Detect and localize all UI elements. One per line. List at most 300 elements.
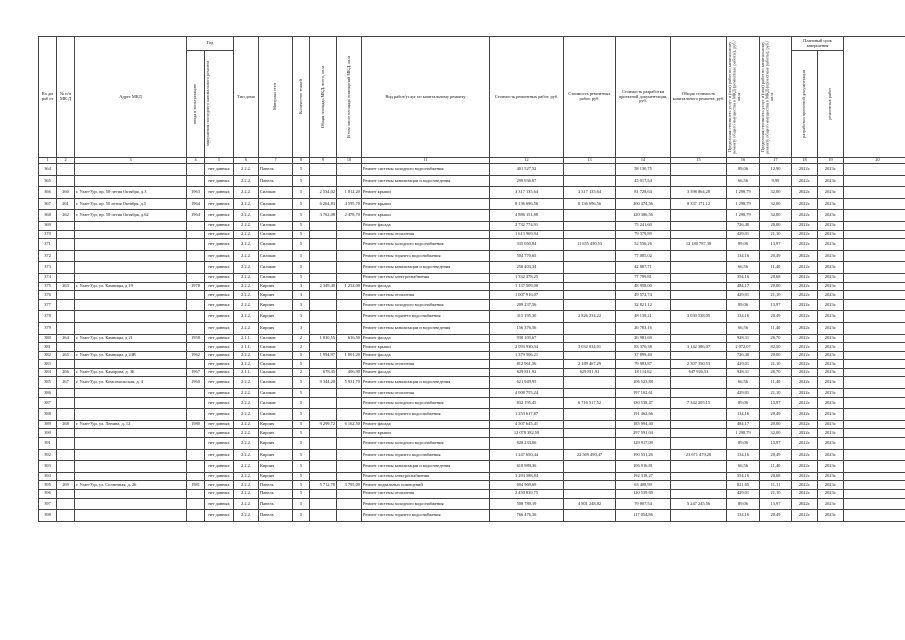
table-row <box>39 472 905 481</box>
premises-area-cell <box>337 438 362 450</box>
work-kind-cell: Ремонт подвальных помещений <box>362 481 490 490</box>
total-cost-cell <box>671 420 727 429</box>
house-type-cell: 2.2.2. <box>234 282 259 291</box>
row-number: 386 <box>39 389 57 398</box>
deadline-project-cell: 2022г. <box>792 481 818 490</box>
row-number: 380 <box>39 334 57 343</box>
deadline-project-cell: 2022г. <box>792 239 818 251</box>
deadline-project-cell: 2022г. <box>792 187 818 199</box>
limit-repair-cell: 66,56 <box>727 175 760 187</box>
repair-cost-total-cell <box>564 210 616 222</box>
commission-year-cell: 1978 <box>187 282 205 291</box>
row-number: 394 <box>39 472 57 481</box>
row-number: 364 <box>39 164 57 176</box>
repair-cost-cell: 4 008 755,24 <box>490 389 564 398</box>
house-type-cell: 2.2.2. <box>234 490 259 499</box>
header-total-area: Общая площадь МКД, всего, кв.м <box>310 37 337 158</box>
deadline-project-cell: 2022г. <box>792 175 818 187</box>
limit-repair-cell: 821,65 <box>727 481 760 490</box>
header-blank <box>844 37 905 158</box>
work-kind-cell: Ремонт фасада <box>362 368 490 377</box>
total-cost-cell: 7 342 205,15 <box>671 397 727 409</box>
premises-area-cell <box>337 291 362 300</box>
premises-area-cell <box>337 322 362 334</box>
last-repair-cell: нет данных <box>205 397 234 409</box>
total-area-cell: 9 299,72 <box>310 420 337 429</box>
commission-year-cell: 1964 <box>187 198 205 210</box>
deadline-repair-cell: 2023г. <box>818 498 844 510</box>
premises-area-cell <box>337 250 362 262</box>
repair-cost-cell: 694 969,69 <box>490 481 564 490</box>
address-cell <box>75 490 187 499</box>
commission-year-cell: 1958 <box>187 334 205 343</box>
repair-cost-cell: 156 376,56 <box>490 322 564 334</box>
deadline-repair-cell: 2023г. <box>818 198 844 210</box>
address-cell <box>75 343 187 352</box>
limit-project-cell: 13,97 <box>760 299 792 311</box>
project-cost-cell: 32 821,12 <box>616 299 671 311</box>
repair-cost-total-cell <box>564 472 616 481</box>
total-area-cell <box>310 311 337 323</box>
total-area-cell <box>310 449 337 461</box>
commission-year-cell <box>187 490 205 499</box>
last-repair-cell: нет данных <box>205 490 234 499</box>
project-cost-cell: 48 139,21 <box>616 311 671 323</box>
floors-cell: 2 <box>293 334 310 343</box>
limit-repair-cell: 134,16 <box>727 311 760 323</box>
table-row <box>39 164 905 176</box>
project-cost-cell: 120 539,69 <box>616 490 671 499</box>
mkd-number <box>57 397 75 409</box>
work-kind-cell: Ремонт фасада <box>362 420 490 429</box>
total-cost-cell <box>671 389 727 398</box>
premises-area-cell: 3 795,00 <box>337 481 362 490</box>
repair-cost-total-cell <box>564 490 616 499</box>
floors-cell: 5 <box>293 449 310 461</box>
house-type-cell: 2.1.1. <box>234 343 259 352</box>
header-wall-material: Материал стен <box>259 37 293 158</box>
total-area-cell: 2 534,02 <box>310 187 337 199</box>
last-repair-cell: нет данных <box>205 273 234 282</box>
column-number: 15 <box>671 158 727 164</box>
limit-project-cell: 13,97 <box>760 438 792 450</box>
last-repair-cell: нет данных <box>205 164 234 176</box>
mkd-number <box>57 472 75 481</box>
address-cell: г. Улан-Удэ, ул. Камарова, д. 3Б <box>75 368 187 377</box>
header-work-type: Во ды раб от <box>39 37 57 158</box>
work-kind-cell: Ремонт системы холодного водоснабжения <box>362 299 490 311</box>
total-area-cell <box>310 164 337 176</box>
deadline-project-cell: 2022г. <box>792 472 818 481</box>
limit-project-cell: 82,50 <box>760 343 792 352</box>
table-row <box>39 449 905 461</box>
mkd-number <box>57 291 75 300</box>
total-cost-cell: 23 671 479,28 <box>671 449 727 461</box>
work-kind-cell: Ремонт фасада <box>362 351 490 360</box>
floors-cell: 5 <box>293 198 310 210</box>
repair-cost-cell: 2 450 839,75 <box>490 490 564 499</box>
table-row <box>39 291 905 300</box>
repair-cost-total-cell <box>564 351 616 360</box>
project-cost-cell: 83 370,38 <box>616 343 671 352</box>
repair-cost-cell: 3 293 588,84 <box>490 472 564 481</box>
table-row <box>39 461 905 473</box>
address-cell: г. Улан-Удэ, ул. Ленина, д. 12 <box>75 420 187 429</box>
address-cell: г. Улан-Удэ, ул. Комсомольская, д. 4 <box>75 377 187 389</box>
deadline-repair-cell: 2023г. <box>818 210 844 222</box>
row-number: 373 <box>39 262 57 274</box>
wall-material-cell: Кирпич <box>259 461 293 473</box>
total-area-cell <box>310 490 337 499</box>
wall-material-cell: Кирпич <box>259 472 293 481</box>
deadline-repair-cell: 2023г. <box>818 438 844 450</box>
project-cost-cell: 77 799,81 <box>616 273 671 282</box>
commission-year-cell <box>187 230 205 239</box>
header-last-repair-year: завершения последнего капитального ремонта <box>205 51 234 158</box>
wall-material-cell: Кирпич <box>259 449 293 461</box>
deadline-project-cell: 2022г. <box>792 490 818 499</box>
wall-material-cell: Панель <box>259 164 293 176</box>
header-year-group: Год <box>187 37 234 51</box>
mkd-number <box>57 175 75 187</box>
limit-repair-cell: 928,31 <box>727 334 760 343</box>
last-repair-cell: нет данных <box>205 175 234 187</box>
column-number: 6 <box>234 158 259 164</box>
limit-project-cell: 32,00 <box>760 187 792 199</box>
total-area-cell: 9 344,20 <box>310 377 337 389</box>
row-number: 397 <box>39 498 57 510</box>
header-work-kind: Вид работ/услуг по капитальному ремонту <box>362 37 490 158</box>
deadline-project-cell: 2022г. <box>792 397 818 409</box>
house-type-cell: 2.2.2. <box>234 198 259 210</box>
deadline-project-cell: 2022г. <box>792 273 818 282</box>
work-kind-cell: Ремонт системы канализации и водоотведения <box>362 322 490 334</box>
row-number: 370 <box>39 230 57 239</box>
blank-cell <box>844 198 905 210</box>
column-number: 10 <box>337 158 362 164</box>
wall-material-cell: Кирпич <box>259 429 293 438</box>
deadline-repair-cell: 2023г. <box>818 282 844 291</box>
limit-repair-cell: 354,16 <box>727 472 760 481</box>
deadline-project-cell: 2022г. <box>792 164 818 176</box>
table-row <box>39 377 905 389</box>
last-repair-cell: нет данных <box>205 291 234 300</box>
total-cost-cell <box>671 164 727 176</box>
limit-repair-cell: 928,31 <box>727 368 760 377</box>
house-type-cell: 2.2.2. <box>234 360 259 369</box>
repair-cost-cell: 629 811,92 <box>490 368 564 377</box>
total-cost-cell: 3 142 386,07 <box>671 343 727 352</box>
table-row <box>39 273 905 282</box>
blank-cell <box>844 490 905 499</box>
house-type-cell: 2.2.2. <box>234 273 259 282</box>
row-number: 385 <box>39 377 57 389</box>
blank-cell <box>844 210 905 222</box>
last-repair-cell: нет данных <box>205 198 234 210</box>
limit-repair-cell: 89,06 <box>727 164 760 176</box>
total-area-cell <box>310 397 337 409</box>
limit-repair-cell: 354,16 <box>727 273 760 282</box>
blank-cell <box>844 429 905 438</box>
premises-area-cell <box>337 397 362 409</box>
row-number: 395 <box>39 481 57 490</box>
total-area-cell: 5 712,78 <box>310 481 337 490</box>
last-repair-cell: нет данных <box>205 221 234 230</box>
limit-repair-cell: 484,17 <box>727 282 760 291</box>
limit-project-cell: 20,49 <box>760 449 792 461</box>
header-address: Адрес МКД <box>75 37 187 158</box>
table-row <box>39 409 905 421</box>
project-cost-cell: 49 572,74 <box>616 291 671 300</box>
last-repair-cell: нет данных <box>205 409 234 421</box>
header-deadline-repair: ремонтных работ <box>818 51 844 158</box>
total-area-cell <box>310 322 337 334</box>
repair-cost-total-cell <box>564 322 616 334</box>
premises-area-cell <box>337 175 362 187</box>
premises-area-cell <box>337 239 362 251</box>
floors-cell: 5 <box>293 230 310 239</box>
project-cost-cell: 81 728,64 <box>616 187 671 199</box>
table-row <box>39 389 905 398</box>
wall-material-cell: Силикат. <box>259 239 293 251</box>
project-cost-cell: 79 983,87 <box>616 360 671 369</box>
commission-year-cell <box>187 429 205 438</box>
table-row <box>39 490 905 499</box>
wall-material-cell: Силикат. <box>259 210 293 222</box>
project-cost-cell: 45 017,54 <box>616 175 671 187</box>
last-repair-cell: нет данных <box>205 187 234 199</box>
table-row <box>39 262 905 274</box>
row-number: 371 <box>39 239 57 251</box>
house-type-cell: 2.2.2. <box>234 230 259 239</box>
column-number: 4 <box>187 158 205 164</box>
limit-repair-cell: 66,56 <box>727 322 760 334</box>
total-cost-cell <box>671 510 727 522</box>
limit-project-cell: 13,97 <box>760 239 792 251</box>
commission-year-cell <box>187 164 205 176</box>
last-repair-cell: нет данных <box>205 311 234 323</box>
limit-repair-cell: 134,16 <box>727 409 760 421</box>
floors-cell: 5 <box>293 175 310 187</box>
repair-cost-total-cell <box>564 299 616 311</box>
column-number: 2 <box>57 158 75 164</box>
work-kind-cell: Ремонт системы холодного водоснабжения <box>362 164 490 176</box>
address-cell: г. Улан-Удэ, ул. Камницы, д 19 <box>75 282 187 291</box>
wall-material-cell: Силикат. <box>259 262 293 274</box>
deadline-repair-cell: 2023г. <box>818 311 844 323</box>
header-premises-area: В том числе площадь помещений МКД, кв.м <box>337 37 362 158</box>
deadline-repair-cell: 2023г. <box>818 420 844 429</box>
repair-cost-cell: 3 317 135,64 <box>490 187 564 199</box>
premises-area-cell <box>337 389 362 398</box>
deadline-repair-cell: 2023г. <box>818 334 844 343</box>
blank-cell <box>844 187 905 199</box>
work-kind-cell: Ремонт системы холодного водоснабжения <box>362 397 490 409</box>
limit-project-cell: 20,00 <box>760 351 792 360</box>
last-repair-cell: нет данных <box>205 262 234 274</box>
repair-cost-total-cell <box>564 461 616 473</box>
limit-repair-cell: 89,06 <box>727 438 760 450</box>
blank-cell <box>844 377 905 389</box>
last-repair-cell: нет данных <box>205 429 234 438</box>
total-cost-cell <box>671 351 727 360</box>
mkd-number <box>57 429 75 438</box>
house-type-cell: 2.2.2. <box>234 239 259 251</box>
limit-project-cell: 20,49 <box>760 311 792 323</box>
work-kind-cell: Ремонт системы канализации и водоотведения <box>362 377 490 389</box>
limit-project-cell: 20,49 <box>760 409 792 421</box>
limit-repair-cell: 89,06 <box>727 239 760 251</box>
row-number: 375 <box>39 282 57 291</box>
limit-repair-cell: 1 298,79 <box>727 198 760 210</box>
commission-year-cell <box>187 343 205 352</box>
house-type-cell: 2.2.2. <box>234 250 259 262</box>
row-number: 372 <box>39 250 57 262</box>
repair-cost-total-cell <box>564 510 616 522</box>
premises-area-cell <box>337 230 362 239</box>
deadline-repair-cell: 2023г. <box>818 175 844 187</box>
work-kind-cell: Ремонт системы горячего водоснабжения <box>362 510 490 522</box>
work-kind-cell: Ремонт системы холодного водоснабжения <box>362 438 490 450</box>
commission-year-cell <box>187 273 205 282</box>
wall-material-cell: Силикат. <box>259 368 293 377</box>
column-number: 9 <box>310 158 337 164</box>
mkd-number <box>57 498 75 510</box>
row-number: 381 <box>39 343 57 352</box>
floors-cell: 3 <box>293 299 310 311</box>
work-kind-cell: Ремонт системы отопления <box>362 490 490 499</box>
floors-cell: 5 <box>293 360 310 369</box>
repair-cost-total-cell <box>564 230 616 239</box>
address-cell <box>75 239 187 251</box>
premises-area-cell: 616,50 <box>337 334 362 343</box>
deadline-repair-cell: 2023г. <box>818 368 844 377</box>
blank-cell <box>844 299 905 311</box>
repair-cost-cell: 1 247 650,44 <box>490 449 564 461</box>
work-kind-cell: Ремонт системы отопления <box>362 360 490 369</box>
project-cost-cell: 58 130,75 <box>616 164 671 176</box>
house-type-cell: 2.2.2. <box>234 420 259 429</box>
deadline-repair-cell: 2023г. <box>818 481 844 490</box>
commission-year-cell <box>187 438 205 450</box>
last-repair-cell: нет данных <box>205 498 234 510</box>
work-kind-cell: Ремонт системы канализации и водоотведения <box>362 175 490 187</box>
deadline-repair-cell: 2023г. <box>818 490 844 499</box>
floors-cell: 5 <box>293 481 310 490</box>
header-total-cost: Общая стоимость капитального ремонта, руб. <box>671 37 727 158</box>
commission-year-cell <box>187 498 205 510</box>
work-kind-cell: Ремонт крыши <box>362 343 490 352</box>
header-mkd-number: № п/п МК Д <box>57 37 75 158</box>
deadline-repair-cell: 2023г. <box>818 230 844 239</box>
limit-project-cell: 32,00 <box>760 210 792 222</box>
wall-material-cell: Силикат. <box>259 221 293 230</box>
work-kind-cell: Ремонт крыши <box>362 210 490 222</box>
limit-project-cell: 20,49 <box>760 510 792 522</box>
address-cell <box>75 230 187 239</box>
floors-cell: 5 <box>293 389 310 398</box>
total-cost-cell: 3 398 864,28 <box>671 187 727 199</box>
table-row <box>39 299 905 311</box>
total-area-cell <box>310 438 337 450</box>
total-cost-cell <box>671 230 727 239</box>
address-cell <box>75 472 187 481</box>
blank-cell <box>844 239 905 251</box>
premises-area-cell: 406,90 <box>337 368 362 377</box>
project-cost-cell: 79 379,89 <box>616 230 671 239</box>
commission-year-cell <box>187 397 205 409</box>
header-house-type: Тип дома <box>234 37 259 158</box>
premises-area-cell <box>337 164 362 176</box>
blank-cell <box>844 420 905 429</box>
premises-area-cell <box>337 510 362 522</box>
premises-area-cell: 5 931,70 <box>337 377 362 389</box>
limit-project-cell: 20,68 <box>760 472 792 481</box>
limit-project-cell: 11,40 <box>760 322 792 334</box>
total-area-cell <box>310 299 337 311</box>
mkd-number <box>57 461 75 473</box>
deadline-repair-cell: 2023г. <box>818 351 844 360</box>
limit-project-cell: 32,00 <box>760 198 792 210</box>
limit-project-cell: 21,10 <box>760 360 792 369</box>
row-number: 392 <box>39 449 57 461</box>
row-number: 369 <box>39 221 57 230</box>
repair-cost-cell: 828 233,06 <box>490 438 564 450</box>
project-cost-cell: 200 474,56 <box>616 198 671 210</box>
address-cell <box>75 409 187 421</box>
total-area-cell <box>310 360 337 369</box>
address-cell <box>75 498 187 510</box>
floors-cell: 5 <box>293 377 310 389</box>
deadline-project-cell: 2022г. <box>792 420 818 429</box>
deadline-project-cell: 2022г. <box>792 389 818 398</box>
wall-material-cell: Кирпич <box>259 438 293 450</box>
house-type-cell: 2.2.2. <box>234 498 259 510</box>
column-number: 16 <box>727 158 760 164</box>
premises-area-cell: 4 595,70 <box>337 198 362 210</box>
address-cell <box>75 449 187 461</box>
row-number: 390 <box>39 429 57 438</box>
floors-cell: 2 <box>293 343 310 352</box>
deadline-repair-cell: 2023г. <box>818 461 844 473</box>
house-type-cell: 2.2.2. <box>234 397 259 409</box>
house-type-cell: 2.2.2. <box>234 210 259 222</box>
floors-cell: 3 <box>293 311 310 323</box>
wall-material-cell: Силикат. <box>259 397 293 409</box>
table-row <box>39 198 905 210</box>
repair-cost-total-cell: 22 569 490,47 <box>564 449 616 461</box>
blank-cell <box>844 311 905 323</box>
limit-repair-cell: 89,06 <box>727 397 760 409</box>
commission-year-cell: 1960 <box>187 377 205 389</box>
total-area-cell <box>310 343 337 352</box>
total-area-cell <box>310 409 337 421</box>
wall-material-cell: Силикат. <box>259 230 293 239</box>
limit-repair-cell: 1 298,79 <box>727 187 760 199</box>
limit-repair-cell: 429,01 <box>727 360 760 369</box>
total-area-cell <box>310 273 337 282</box>
project-cost-cell: 117 054,86 <box>616 510 671 522</box>
mkd-number <box>57 322 75 334</box>
commission-year-cell: 1981 <box>187 481 205 490</box>
limit-repair-cell: 429,01 <box>727 230 760 239</box>
premises-area-cell <box>337 262 362 274</box>
mkd-number <box>57 449 75 461</box>
wall-material-cell: Кирпич <box>259 299 293 311</box>
blank-cell <box>844 368 905 377</box>
row-number: 367 <box>39 198 57 210</box>
repair-cost-total-cell <box>564 262 616 274</box>
